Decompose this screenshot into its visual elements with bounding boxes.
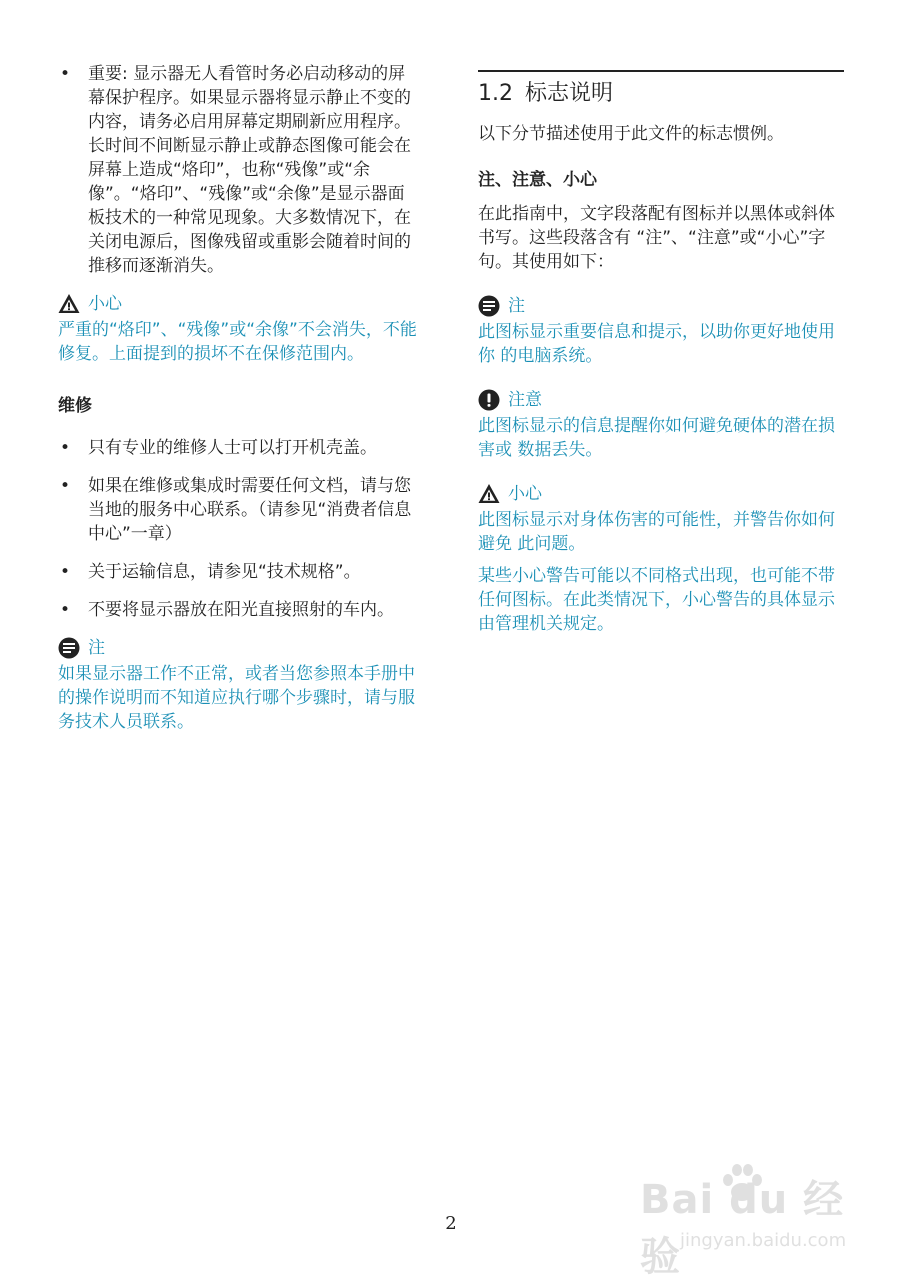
warning-triangle-icon [58,293,80,315]
exclamation-icon [478,389,500,411]
caution-text: 严重的“烙印”、“残像”或“余像”不会消失，不能修复。上面提到的损坏不在保修范围内。 [58,320,417,364]
caution-label: 小心 [508,484,542,504]
right-column [478,62,844,636]
note-heading [478,294,844,318]
notice-description: 在此指南中，文字段落配有图标并以黑体或斜体书写。这些段落含有 “注”、“注意”或“小心”字句。其使用如下： [478,204,835,272]
maintenance-item: • 关于运输信息，请参见“技术规格”。 [58,560,420,584]
caution-label: 小心 [88,294,122,314]
notice-types-heading: 注、注意、小心 [478,170,597,190]
note-label: 注 [508,296,525,316]
screensaver-bullet: • 重要: 显示器无人看管时务必启动移动的屏幕保护程序。如果显示器将显示静止不变的内容，请务必启用屏幕定期刷新应用程序。长时间不间断显示静止或静态图像可能会在屏幕上造成“烙印”，也称“残像”或“余像”。“烙印”、“残像”或“余像”是显示器面板技术的一种常见现象。大多数情况下，在关闭电源后，图像残留或重影会随着时间的推移而逐渐消失。 [58,62,420,278]
caution-text: 此图标显示对身体伤害的可能性，并警告你如何避免 此问题。 [478,510,835,554]
maintenance-heading: 维修 [58,396,92,416]
maintenance-item: • 不要将显示器放在阳光直接照射的车内。 [58,598,420,622]
note-text: 如果显示器工作不正常，或者当您参照本手册中的操作说明而不知道应执行哪个步骤时，请与服务技术人员联系。 [58,664,415,732]
section-title-text: 标志说明 [525,81,614,106]
attention-text: 此图标显示的信息提醒你如何避免硬体的潜在损害或 数据丢失。 [478,416,835,460]
watermark-brand: Bai du 经验 [640,1177,845,1280]
left-column [58,62,420,734]
caution-heading [478,482,844,506]
page-number: 2 [445,1213,457,1234]
section-number: 1.2 [478,81,513,106]
note-text: 此图标显示重要信息和提示，以助你更好地使用你 的电脑系统。 [478,322,835,366]
section-intro: 以下分节描述使用于此文件的标志惯例。 [478,124,784,144]
caution-heading [58,292,420,316]
caution-extra-text: 某些小心警告可能以不同格式出现，也可能不带任何图标。在此类情况下，小心警告的具体显示由管理机关规定。 [478,566,835,634]
maintenance-item: • 只有专业的维修人士可以打开机壳盖。 [58,436,420,460]
attention-heading [478,388,844,412]
maintenance-item: • 如果在维修或集成时需要任何文档，请与您当地的服务中心联系。（请参见“消费者信息中心”一章） [58,474,420,546]
warning-triangle-icon [478,483,500,505]
note-icon [58,637,80,659]
attention-label: 注意 [508,390,542,410]
section-title [478,70,844,108]
watermark-url: jingyan.baidu.com [680,1230,847,1251]
note-icon [478,295,500,317]
note-heading [58,636,420,660]
baidu-jingyan-watermark [640,1160,880,1280]
note-label: 注 [88,638,105,658]
